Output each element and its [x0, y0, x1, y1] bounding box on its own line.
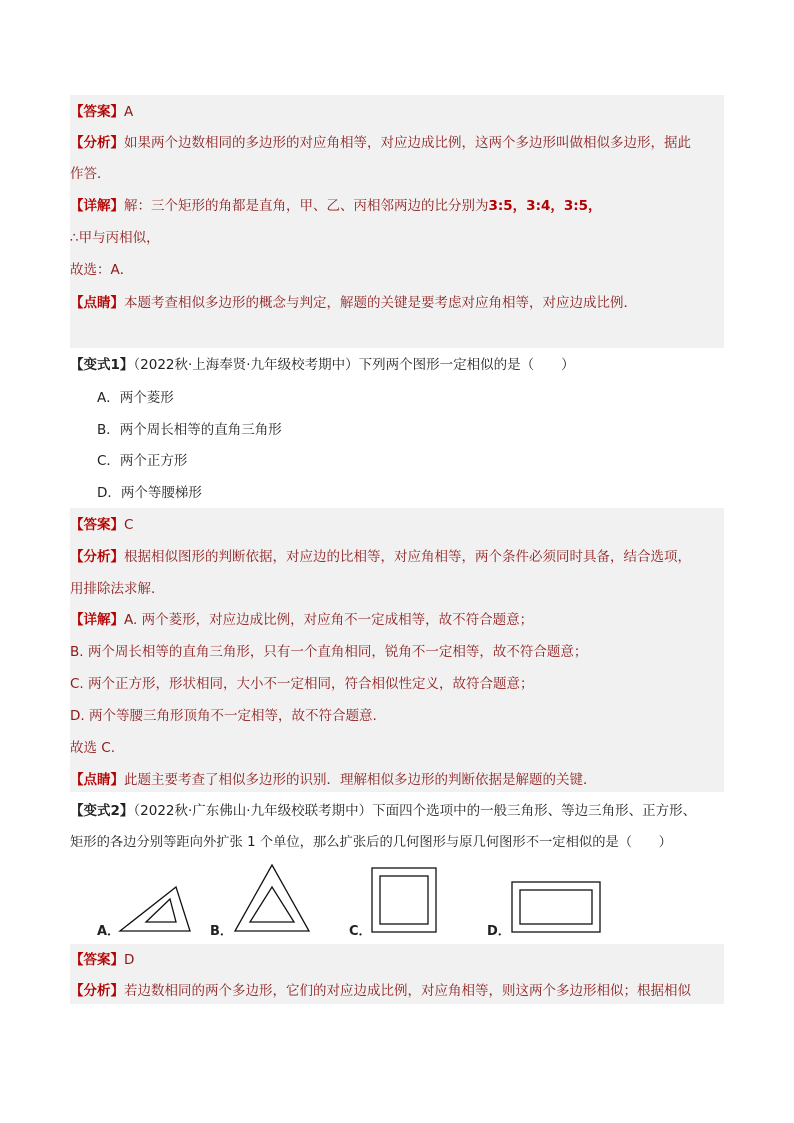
- variant1-source: （2022秋·上海奉贤·九年级校考期中）: [133, 357, 359, 373]
- answer-line: [70, 103, 133, 121]
- comment-tag: 【点睛】: [70, 772, 124, 788]
- comment-text: 此题主要考查了相似多边形的识别．理解相似多边形的判断依据是解题的关键．: [124, 772, 597, 788]
- answer-value: A: [124, 104, 134, 120]
- figure-c-label: C．: [349, 924, 372, 939]
- comment-tag: 【点睛】: [70, 295, 124, 311]
- analysis-text: 如果两个边数相同的多边形的对应角相等，对应边成比例，这两个多边形叫做相似多边形，据此: [124, 135, 691, 151]
- figure-a-label: A．: [97, 924, 121, 939]
- detail-tag: 【详解】: [70, 612, 124, 628]
- analysis-text-cont: 作答．: [70, 166, 111, 182]
- analysis-tag: 【分析】: [70, 983, 124, 999]
- detail-line-3: 故选：A．: [70, 262, 134, 278]
- answer-line: [70, 951, 134, 969]
- variant1-option-b: B．两个周长相等的直角三角形: [97, 422, 282, 438]
- variant2-question-cont: 矩形的各边分别等距向外扩张 1 个单位，那么扩张后的几何图形与原几何图形不一定相似的是（ ）: [70, 835, 672, 850]
- variant1-text: 下列两个图形一定相似的是（ ）: [358, 357, 575, 373]
- figure-c-squares: [370, 866, 438, 934]
- variant2-source: （2022秋·广东佛山·九年级校联考期中）: [133, 803, 373, 819]
- comment-line: [70, 771, 597, 789]
- detail-line-2: ∴甲与丙相似，: [70, 230, 160, 246]
- detail-c: C. 两个正方形，形状相同，大小不一定相同，符合相似性定义，故符合题意；: [70, 676, 534, 692]
- analysis-text: 若边数相同的两个多边形，它们的对应边成比例，对应角相等，则这两个多边形相似；根据相似: [124, 983, 691, 999]
- analysis-line: [70, 548, 691, 566]
- analysis-tag: 【分析】: [70, 549, 124, 565]
- comment-text: 本题考查相似多边形的概念与判定，解题的关键是要考虑对应角相等，对应边成比例．: [124, 295, 637, 311]
- answer-tag: 【答案】: [70, 517, 124, 533]
- analysis-text: 根据相似图形的判断依据，对应边的比相等，对应角相等，两个条件必须同时具备，结合选项，: [124, 549, 691, 565]
- answer-value: D: [124, 952, 135, 968]
- variant1-option-a: A．两个菱形: [97, 390, 174, 406]
- detail-d: D. 两个等腰三角形顶角不一定相等，故不符合题意.: [70, 708, 377, 724]
- detail-tag: 【详解】: [70, 198, 124, 214]
- variant1-tag: 【变式1】: [70, 357, 134, 373]
- figure-a-triangles: [116, 884, 194, 934]
- detail-text: 解：三个矩形的角都是直角，甲、乙、丙相邻两边的比分别为: [124, 198, 489, 214]
- figure-b-label: B．: [210, 924, 233, 939]
- detail-line: [70, 197, 602, 215]
- answer-line: [70, 516, 133, 534]
- analysis-text-cont: 用排除法求解．: [70, 581, 165, 597]
- variant1-option-c: C．两个正方形: [97, 453, 188, 469]
- detail-a: A. 两个菱形，对应边成比例，对应角不一定成相等，故不符合题意；: [124, 612, 534, 628]
- analysis-tag: 【分析】: [70, 135, 124, 151]
- answer-value: C: [124, 517, 134, 533]
- variant1-question: [70, 356, 575, 374]
- variant2-text: 下面四个选项中的一般三角形、等边三角形、正方形、: [372, 803, 697, 819]
- analysis-line: [70, 134, 691, 152]
- comment-line: [70, 294, 637, 312]
- variant2-tag: 【变式2】: [70, 803, 134, 819]
- detail-line: [70, 611, 533, 629]
- detail-b: B. 两个周长相等的直角三角形，只有一个直角相同，锐角不一定相等，故不符合题意；: [70, 644, 588, 660]
- answer-tag: 【答案】: [70, 952, 124, 968]
- analysis-line: [70, 982, 691, 1000]
- figure-d-rectangles: [510, 880, 602, 934]
- detail-choice: 故选 C.: [70, 740, 116, 756]
- variant2-question: [70, 802, 696, 820]
- figure-d-label: D．: [487, 924, 511, 939]
- variant1-option-d: D．两个等腰梯形: [97, 485, 202, 501]
- figure-b-equilateral-triangles: [232, 862, 312, 934]
- detail-ratios: 3:5，3:4，3:5，: [488, 198, 602, 214]
- answer-tag: 【答案】: [70, 104, 124, 120]
